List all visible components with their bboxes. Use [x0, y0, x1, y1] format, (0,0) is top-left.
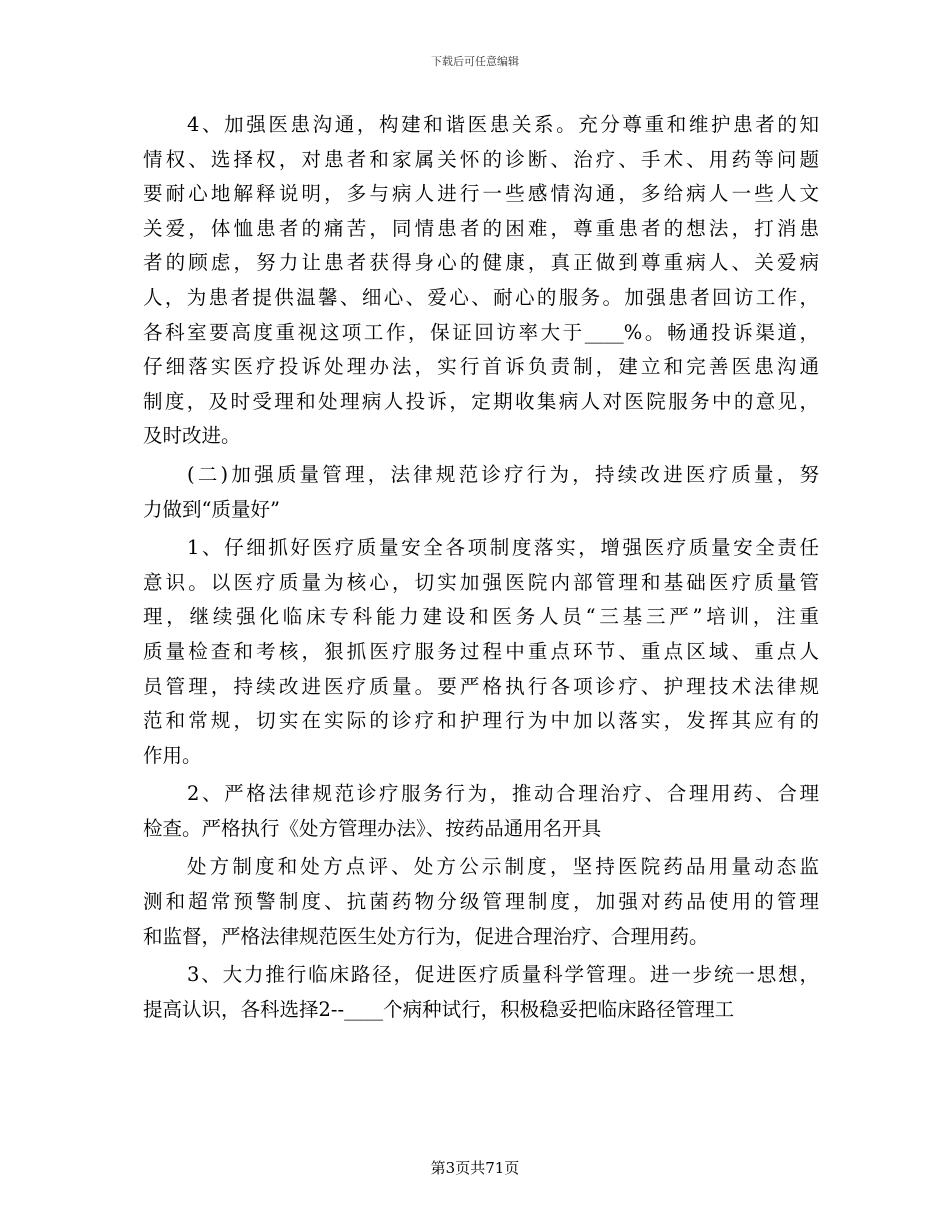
text-line: 人，为患者提供温馨、细心、爱心、耐心的服务。加强患者回访工作，: [143, 285, 819, 309]
text-line: 各科室要高度重视这项工作，保证回访率大于____%。畅通投诉渠道，: [143, 320, 819, 344]
text-line: 质量检查和考核，狠抓医疗服务过程中重点环节、重点区域、重点人: [143, 639, 819, 663]
text-line: 力做到“质量好”: [143, 497, 280, 521]
text-line: 仔细落实医疗投诉处理办法，实行首诉负责制，建立和完善医患沟通: [143, 355, 819, 379]
text-line: 作用。: [143, 743, 202, 767]
paragraph: [143, 458, 819, 527]
text-line: 2、严格法律规范诊疗服务行为，推动合理治疗、合理用药、合理: [187, 782, 819, 806]
paragraph: [143, 531, 819, 773]
text-line: 提高认识，各科选择2--____个病种试行，积极稳妥把临床路径管理工: [143, 997, 735, 1021]
text-line: 处方制度和处方点评、处方公示制度，坚持医院药品用量动态监: [187, 855, 819, 879]
text-line: 者的顾虑，努力让患者获得身心的健康，真正做到尊重病人、关爱病: [143, 251, 819, 275]
paragraph: [143, 108, 819, 454]
paragraph: [143, 850, 819, 954]
text-line: 理，继续强化临床专科能力建设和医务人员“三基三严”培训，注重: [143, 605, 819, 629]
text-line: 及时改进。: [143, 424, 241, 448]
page-header: 下载后可任意编辑: [431, 55, 519, 68]
text-line: 制度，及时受理和处理病人投诉，定期收集病人对医院服务中的意见，: [143, 389, 819, 413]
document-body: [143, 108, 819, 1027]
text-line: 意识。以医疗质量为核心，切实加强医院内部管理和基础医疗质量管: [143, 570, 819, 594]
text-line: (二)加强质量管理，法律规范诊疗行为，持续改进医疗质量，努: [187, 462, 819, 486]
text-line: 测和超常预警制度、抗菌药物分级管理制度，加强对药品使用的管理: [143, 890, 819, 914]
text-line: 要耐心地解释说明，多与病人进行一些感情沟通，多给病人一些人文: [143, 182, 819, 206]
text-line: 情权、选择权，对患者和家属关怀的诊断、治疗、手术、用药等问题: [143, 147, 819, 171]
text-line: 4、加强医患沟通，构建和谐医患关系。充分尊重和维护患者的知: [187, 113, 819, 136]
text-line: 检查。严格执行《处方管理办法》、按药品通用名开具: [143, 816, 602, 840]
text-line: 范和常规，切实在实际的诊疗和护理行为中加以落实，发挥其应有的: [143, 709, 819, 733]
text-line: 关爱，体恤患者的痛苦，同情患者的困难，尊重患者的想法，打消患: [143, 216, 819, 240]
page-footer: 第3页共71页: [430, 1159, 520, 1177]
paragraph: [143, 958, 819, 1027]
text-line: 和监督，严格法律规范医生处方行为，促进合理治疗、合理用药。: [143, 924, 709, 948]
paragraph: [143, 777, 819, 846]
text-line: 员管理，持续改进医疗质量。要严格执行各项诊疗、护理技术法律规: [143, 674, 819, 698]
text-line: 3、大力推行临床路径，促进医疗质量科学管理。进一步统一思想，: [187, 963, 819, 987]
text-line: 1、仔细抓好医疗质量安全各项制度落实，增强医疗质量安全责任: [187, 536, 819, 560]
